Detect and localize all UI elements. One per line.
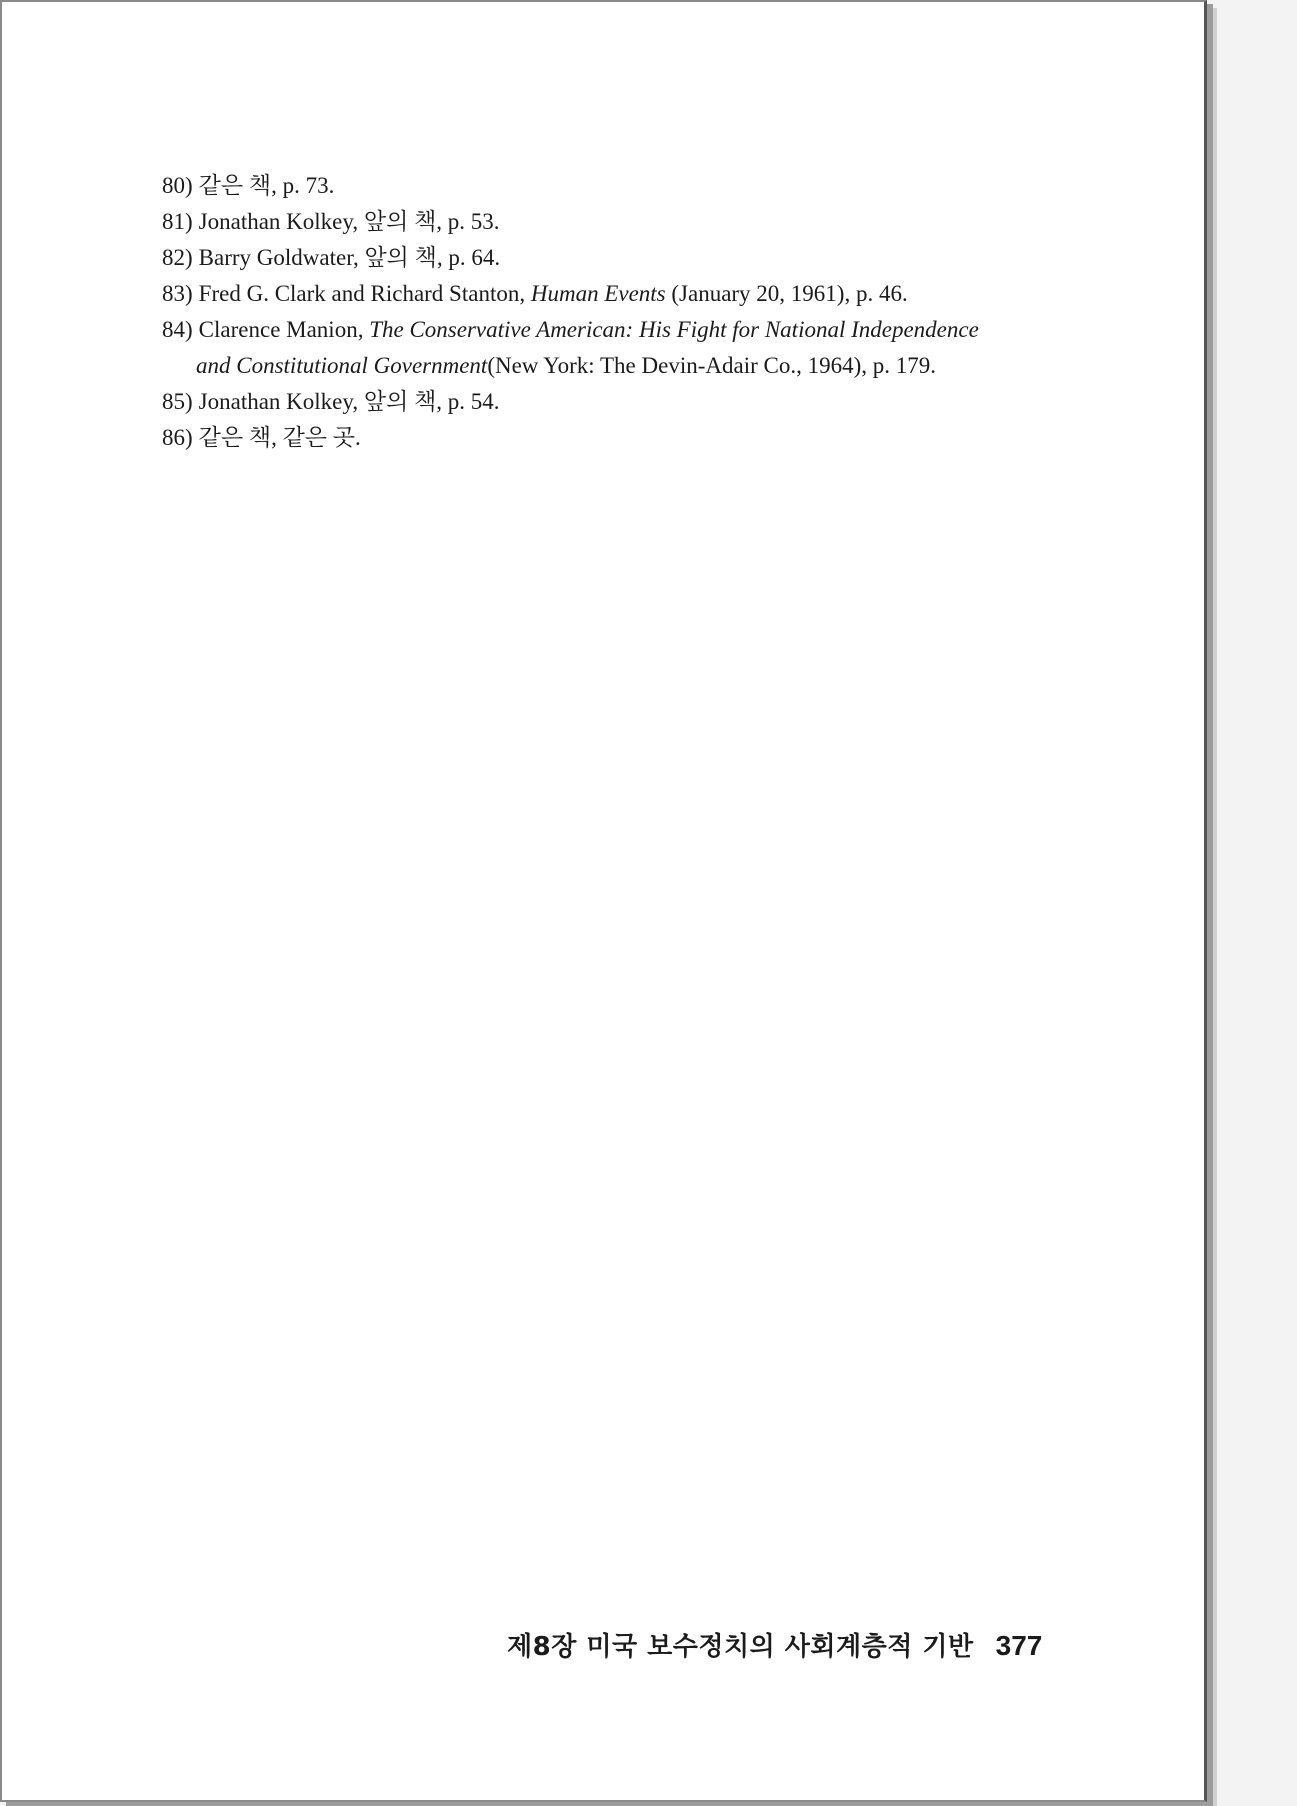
footnote-number: 86)	[162, 425, 193, 450]
footnote-number: 81)	[162, 209, 193, 234]
footnote-83	[162, 276, 1062, 312]
footnote-text-pre: Fred G. Clark and Richard Stanton,	[198, 281, 531, 306]
footnote-text-post: (January 20, 1961), p. 46.	[665, 281, 908, 306]
footnote-title-italic: The Conservative American: His Fight for National Independence	[369, 317, 979, 342]
footnote-text: 같은 책, 같은 곳.	[198, 425, 361, 450]
footnote-number: 85)	[162, 389, 193, 414]
footnote-title-italic: Human Events	[530, 281, 666, 306]
footnote-text: Jonathan Kolkey, 앞의 책, p. 53.	[198, 209, 500, 234]
footnote-number: 80)	[162, 173, 193, 198]
footnote-title-italic-cont: and Constitutional Government	[196, 353, 488, 378]
footnote-text: 같은 책, p. 73.	[198, 173, 335, 198]
page-number: 377	[995, 1630, 1043, 1661]
footnote-text-pre: Clarence Manion,	[198, 317, 370, 342]
footnote-continuation	[162, 348, 1062, 384]
footnotes	[162, 168, 1062, 456]
footnote-text-post: (New York: The Devin-Adair Co., 1964), p. 179.	[487, 353, 936, 378]
footnote-number: 82)	[162, 245, 193, 270]
footnote-86	[162, 420, 1062, 456]
footnote-81	[162, 204, 1062, 240]
running-footer	[507, 1626, 1043, 1663]
footnote-85	[162, 384, 1062, 420]
footnote-number: 84)	[162, 317, 193, 342]
footnote-80	[162, 168, 1062, 204]
footnote-number: 83)	[162, 281, 193, 306]
footnote-text: Jonathan Kolkey, 앞의 책, p. 54.	[198, 389, 500, 414]
footnote-82	[162, 240, 1062, 276]
chapter-title: 제8장 미국 보수정치의 사회계층적 기반	[507, 1632, 974, 1662]
footnote-text: Barry Goldwater, 앞의 책, p. 64.	[198, 245, 501, 270]
footnote-84	[162, 312, 1062, 384]
